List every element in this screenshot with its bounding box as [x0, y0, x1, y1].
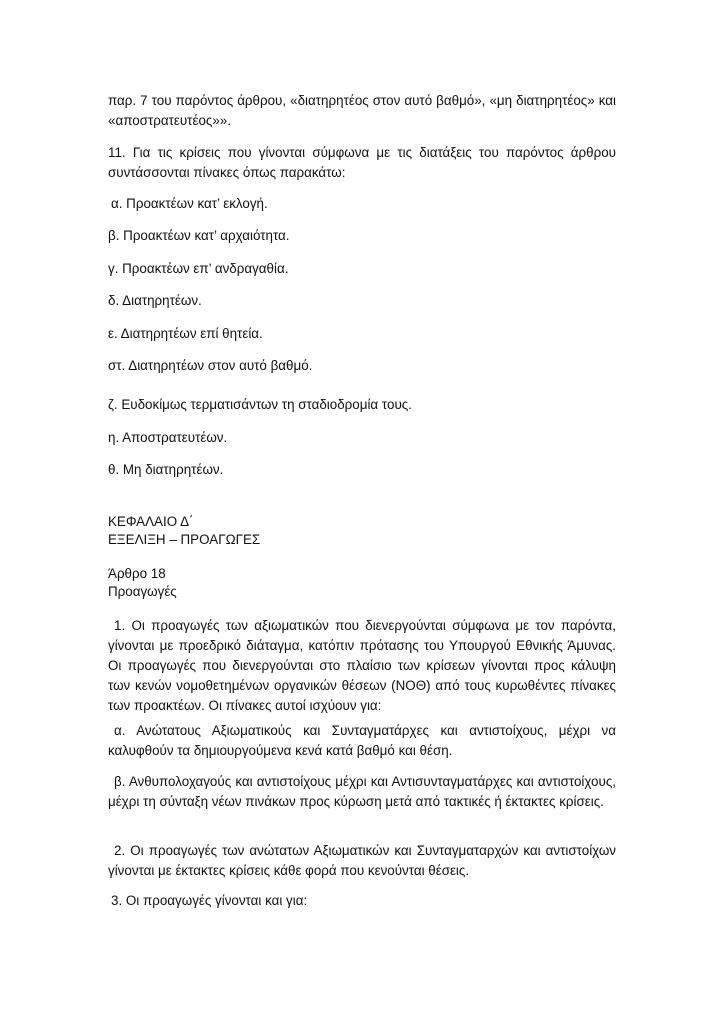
- chapter-title: ΕΞΕΛΙΞΗ – ΠΡΟΑΓΩΓΕΣ: [108, 532, 261, 547]
- list-item-epsilon: ε. Διατηρητέων επί θητεία.: [108, 326, 263, 341]
- list-item-alpha: α. Προακτέων κατ’ εκλογή.: [111, 196, 268, 211]
- list-item-zeta: ζ. Ευδοκίμως τερματισάντων τη σταδιοδρομία τους.: [108, 397, 412, 412]
- list-item-gamma: γ. Προακτέων επ’ ανδραγαθία.: [108, 261, 289, 276]
- article-paragraph-2: 2. Οι προαγωγές των ανώτατων Αξιωματικών και Συνταγματαρχών και αντιστοίχων γίνονται με έκτακτες κρίσεις κάθε φορά που κενούνται θέσεις.: [108, 843, 616, 878]
- article-number: Άρθρο 18: [108, 566, 166, 581]
- list-item-delta: δ. Διατηρητέων.: [108, 293, 202, 308]
- paragraph-11: 11. Για τις κρίσεις που γίνονται σύμφωνα με τις διατάξεις του παρόντος άρθρου συντάσσονται πίνακες όπως παρακάτω:: [108, 145, 616, 180]
- list-item-beta: β. Προακτέων κατ’ αρχαιότητα.: [108, 228, 290, 243]
- article-paragraph-1: 1. Οι προαγωγές των αξιωματικών που διενεργούνται σύμφωνα με τον παρόντα, γίνονται με προεδρικό διάταγμα, κατόπιν πρότασης του Υπουργού Εθνικής Άμυνας. Οι προαγωγές που διενεργούνται στο πλαίσιο των κρίσεων γίνονται προς κάλυψη των κενών νομοθετημένων οργανικών θέσεων (ΝΟΘ) από τους κυρωθέντες πίνακες των προακτέων. Οι πίνακες αυτοί ισχύουν για:: [108, 618, 616, 713]
- article-paragraph-1-alpha: α. Ανώτατους Αξιωματικούς και Συνταγματάρχες και αντιστοίχους, μέχρι να καλυφθούν τα δημιουργούμενα κενά κατά βαθμό και θέση.: [108, 723, 616, 758]
- list-item-st: στ. Διατηρητέων στον αυτό βαθμό.: [108, 358, 313, 373]
- article-title: Προαγωγές: [108, 584, 177, 599]
- list-item-theta: θ. Μη διατηρητέων.: [108, 462, 224, 477]
- paragraph-continuation: παρ. 7 του παρόντος άρθρου, «διατηρητέος στον αυτό βαθμό», «μη διατηρητέος» και «αποστρατευτέος»».: [108, 93, 616, 128]
- list-item-eta: η. Αποστρατευτέων.: [108, 430, 228, 445]
- article-paragraph-1-beta: β. Ανθυπολοχαγούς και αντιστοίχους μέχρι και Αντισυνταγματάρχες και αντιστοίχους, μέχρι τη σύνταξη νέων πινάκων προς κύρωση μετά από τακτικές ή έκτακτες κρίσεις.: [108, 774, 616, 809]
- chapter-heading: ΚΕΦΑΛΑΙΟ Δ΄: [108, 514, 194, 529]
- article-paragraph-3: 3. Οι προαγωγές γίνονται και για:: [111, 893, 308, 908]
